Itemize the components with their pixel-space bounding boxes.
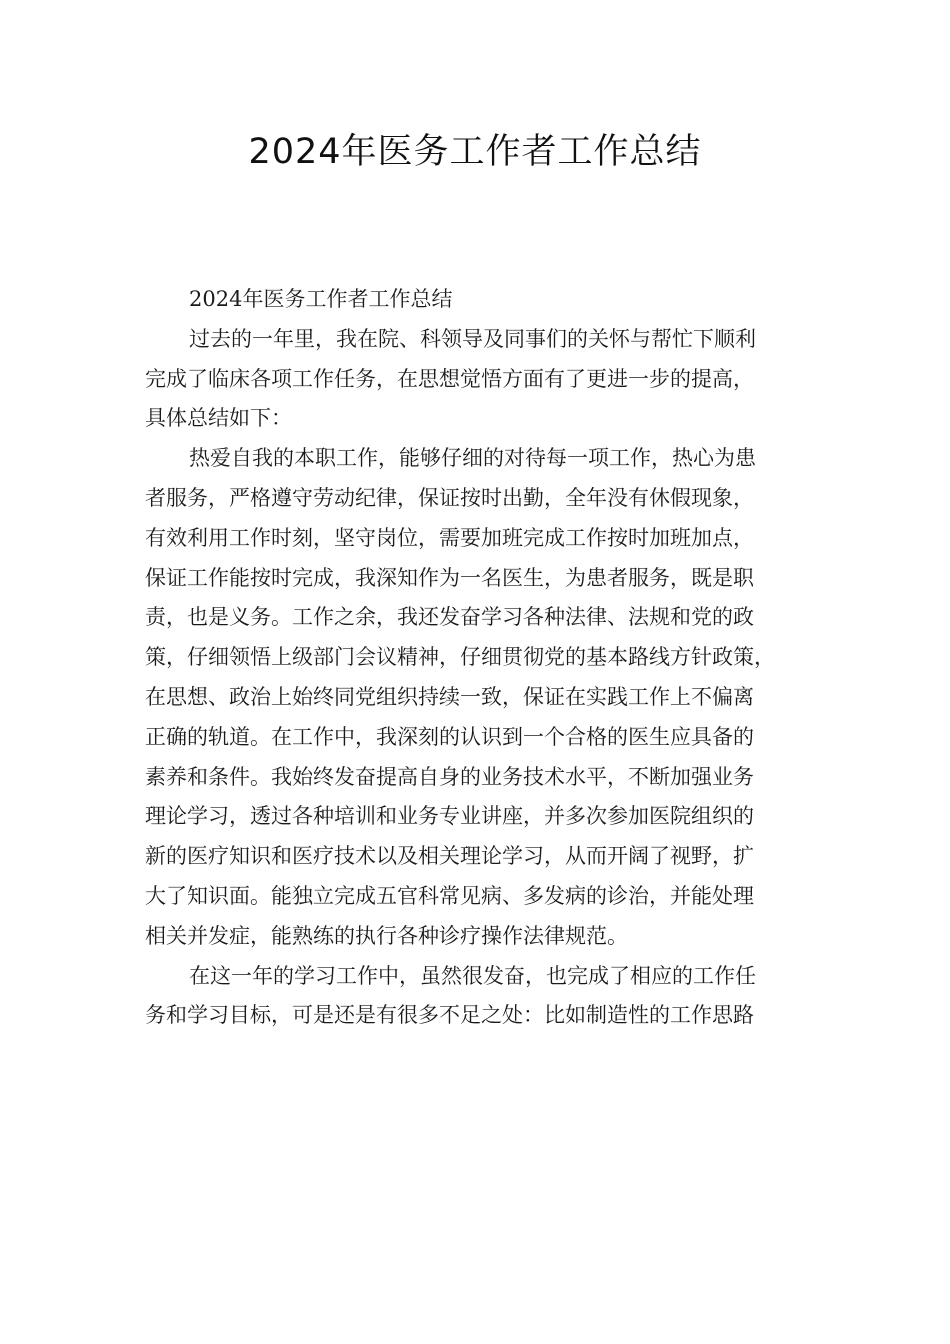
body-text-line: 在思想、政治上始终同党组织持续一致，保证在实践工作上不偏离 xyxy=(145,684,754,709)
body-text-line: 新的医疗知识和医疗技术以及相关理论学习，从而开阔了视野，扩 xyxy=(145,844,754,869)
body-text-line: 大了知识面。能独立完成五官科常见病、多发病的诊治，并能处理 xyxy=(145,883,754,908)
body-text-line: 正确的轨道。在工作中，我深刻的认识到一个合格的医生应具备的 xyxy=(145,724,754,749)
body-text-line: 在这一年的学习工作中，虽然很发奋，也完成了相应的工作任 xyxy=(189,963,756,988)
body-text-line: 具体总结如下： xyxy=(145,406,292,431)
body-text-line: 策，仔细领悟上级部门会议精神，仔细贯彻党的基本路线方针政策， xyxy=(145,645,775,670)
body-text-line: 素养和条件。我始终发奋提高自身的业务技术水平，不断加强业务 xyxy=(145,764,754,789)
body-text-line: 相关并发症，能熟练的执行各种诊疗操作法律规范。 xyxy=(145,923,628,948)
body-text-line: 完成了临床各项工作任务，在思想觉悟方面有了更进一步的提高， xyxy=(145,366,754,391)
body-text-line: 2024年医务工作者工作总结 xyxy=(189,287,453,311)
body-text-line: 理论学习，透过各种培训和业务专业讲座，并多次参加医院组织的 xyxy=(145,804,754,829)
body-text-line: 热爱自我的本职工作，能够仔细的对待每一项工作，热心为患 xyxy=(189,446,756,471)
body-text-line: 责，也是义务。工作之余，我还发奋学习各种法律、法规和党的政 xyxy=(145,605,754,630)
document-body xyxy=(145,280,835,1036)
body-text-line: 者服务，严格遵守劳动纪律，保证按时出勤，全年没有休假现象， xyxy=(145,485,754,510)
body-text-line: 有效利用工作时刻，坚守岗位，需要加班完成工作按时加班加点， xyxy=(145,525,754,550)
body-text-line: 保证工作能按时完成，我深知作为一名医生，为患者服务，既是职 xyxy=(145,565,754,590)
body-text-line: 过去的一年里，我在院、科领导及同事们的关怀与帮忙下顺利 xyxy=(189,326,756,351)
body-text-line: 务和学习目标，可是还是有很多不足之处：比如制造性的工作思路 xyxy=(145,1003,754,1028)
document-title: 2024年医务工作者工作总结 xyxy=(248,132,702,172)
